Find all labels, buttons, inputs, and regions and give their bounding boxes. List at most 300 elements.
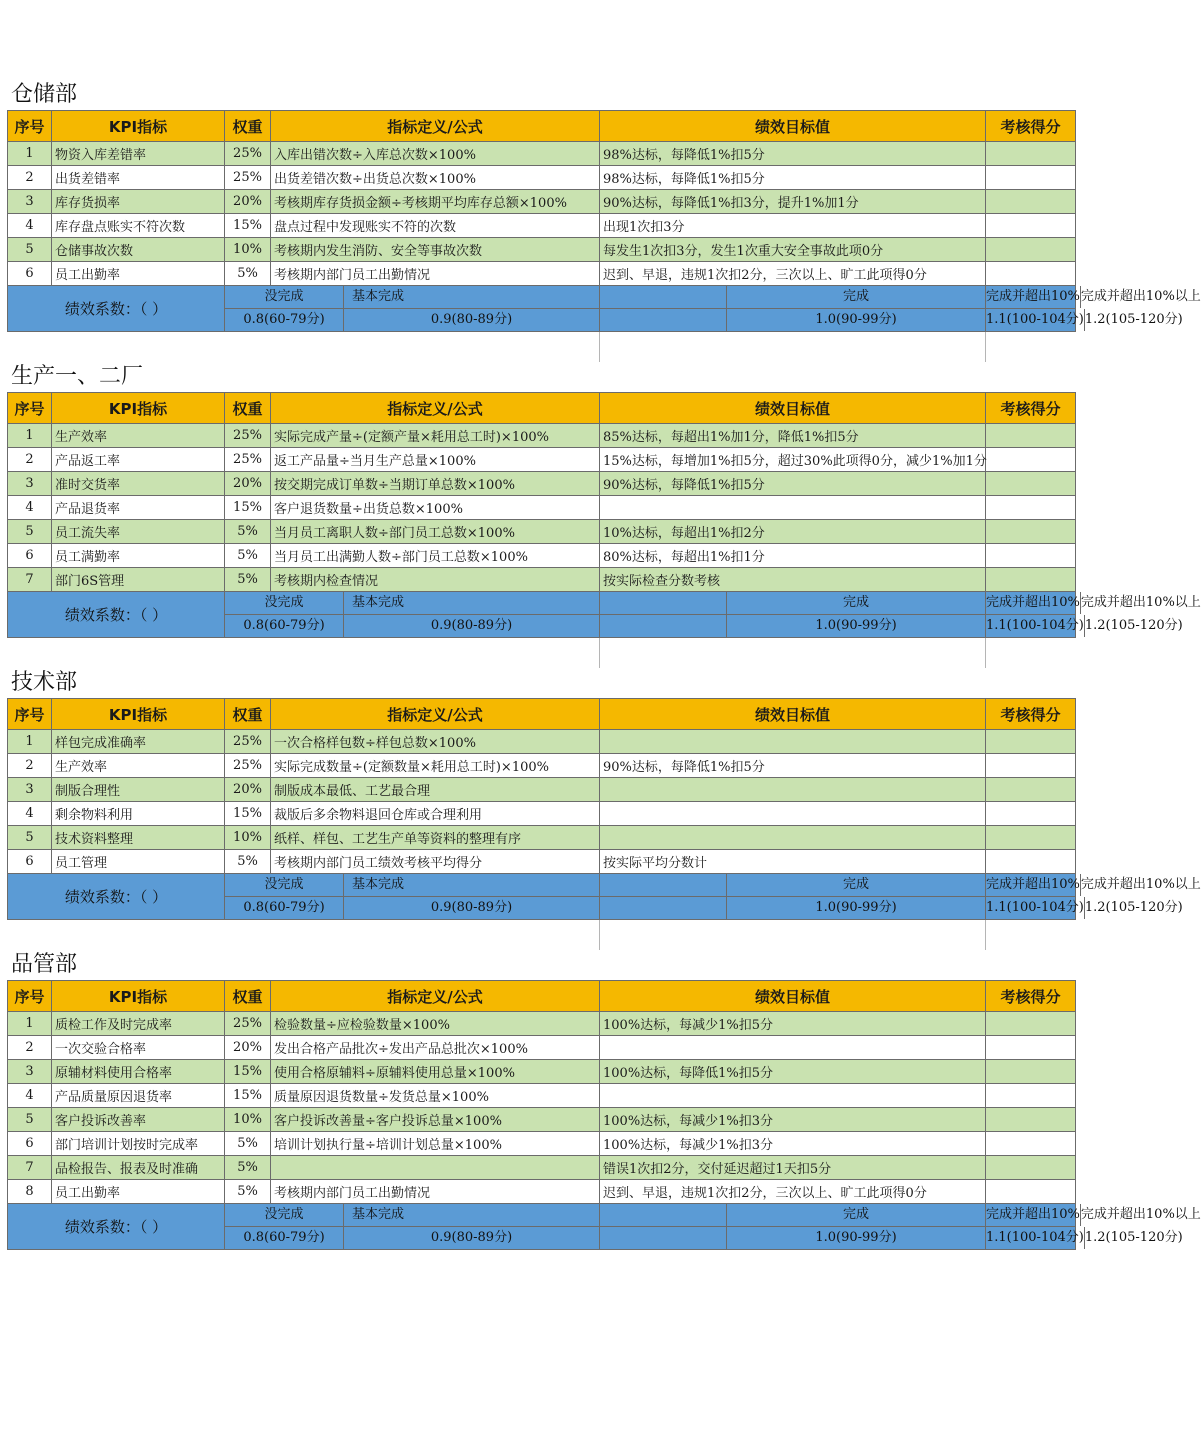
header-target: 绩效目标值 <box>600 393 986 424</box>
level-value: 0.8(60-79分) <box>225 897 344 919</box>
cell-weight: 5% <box>225 568 271 592</box>
coefficient-values-a <box>225 1227 600 1250</box>
level-name: 完成 <box>842 595 869 610</box>
cell-kpi: 客户投诉改善率 <box>52 1108 225 1132</box>
cell-no: 4 <box>8 214 52 238</box>
department-title: 生产一、二厂 <box>11 364 144 389</box>
coefficient-values-b <box>600 1227 986 1250</box>
cell-score <box>986 238 1076 262</box>
table-row <box>8 568 1076 592</box>
cell-kpi: 员工出勤率 <box>52 1180 225 1204</box>
cell-no: 3 <box>8 778 52 802</box>
coefficient-level-split <box>225 592 600 615</box>
level-name: 完成并超出10%以上 <box>1080 877 1201 892</box>
cell-target: 按实际平均分数计 <box>600 850 986 874</box>
cell-target: 出现1次扣3分 <box>600 214 986 238</box>
cell-target: 错误1次扣2分，交付延迟超过1天扣5分 <box>600 1156 986 1180</box>
cell-weight: 10% <box>225 826 271 850</box>
table-header <box>8 981 1076 1012</box>
cell-kpi: 生产效率 <box>52 754 225 778</box>
kpi-document <box>7 80 1201 1250</box>
cell-kpi: 品检报告、报表及时准确 <box>52 1156 225 1180</box>
table-row <box>8 544 1076 568</box>
level-name: 基本完成 <box>352 289 405 304</box>
cell-weight: 25% <box>225 166 271 190</box>
cell-score <box>986 1156 1076 1180</box>
cell-definition: 一次合格样包数÷样包总数×100% <box>271 730 600 754</box>
table-header <box>8 111 1076 142</box>
cell-definition: 客户投诉改善量÷客户投诉总量×100% <box>271 1108 600 1132</box>
cell-definition: 考核期内部门员工绩效考核平均得分 <box>271 850 600 874</box>
cell-target <box>600 778 986 802</box>
level-name: 没完成 <box>225 286 344 308</box>
cell-definition: 考核期内检查情况 <box>271 568 600 592</box>
header-target: 绩效目标值 <box>600 111 986 142</box>
department-section <box>7 362 1201 668</box>
cell-kpi: 员工管理 <box>52 850 225 874</box>
table-row <box>8 190 1076 214</box>
cell-kpi: 产品退货率 <box>52 496 225 520</box>
cell-target: 80%达标，每超出1%扣1分 <box>600 544 986 568</box>
cell-kpi: 物资入库差错率 <box>52 142 225 166</box>
cell-score <box>986 568 1076 592</box>
cell-definition: 客户退货数量÷出货总数×100% <box>271 496 600 520</box>
cell-weight: 15% <box>225 214 271 238</box>
cell-target: 90%达标，每降低1%扣3分，提升1%加1分 <box>600 190 986 214</box>
cell-definition: 质量原因退货数量÷发货总量×100% <box>271 1084 600 1108</box>
cell-no: 2 <box>8 448 52 472</box>
cell-score <box>986 1036 1076 1060</box>
cell-definition: 发出合格产品批次÷发出产品总批次×100% <box>271 1036 600 1060</box>
level-value: 1.0(90-99分) <box>815 312 897 327</box>
cell-no: 5 <box>8 1108 52 1132</box>
cell-score <box>986 802 1076 826</box>
cell-kpi: 出货差错率 <box>52 166 225 190</box>
cell-target: 按实际检查分数考核 <box>600 568 986 592</box>
cell-target: 85%达标，每超出1%加1分，降低1%扣5分 <box>600 424 986 448</box>
cell-kpi: 部门6S管理 <box>52 568 225 592</box>
level-name: 没完成 <box>225 1204 344 1226</box>
coefficient-values-b <box>600 309 986 332</box>
cell-score <box>986 448 1076 472</box>
coefficient-label: 绩效系数：（ ） <box>8 286 225 332</box>
table-row <box>8 238 1076 262</box>
cell-target: 90%达标，每降低1%扣5分 <box>600 472 986 496</box>
cell-definition: 考核期内部门员工出勤情况 <box>271 1180 600 1204</box>
table-row <box>8 448 1076 472</box>
header-kpi: KPI指标 <box>52 111 225 142</box>
cell-weight: 5% <box>225 1132 271 1156</box>
cell-no: 6 <box>8 850 52 874</box>
coefficient-values-c <box>986 1227 1183 1250</box>
coefficient-row <box>8 286 1076 309</box>
cell-no: 5 <box>8 520 52 544</box>
level-name: 完成并超出10% <box>986 874 1081 896</box>
cell-kpi: 员工满勤率 <box>52 544 225 568</box>
header-no: 序号 <box>8 981 52 1012</box>
cell-no: 2 <box>8 166 52 190</box>
department-title: 品管部 <box>11 952 78 977</box>
table-row <box>8 472 1076 496</box>
level-name: 完成并超出10%以上 <box>1080 289 1201 304</box>
department-section <box>7 668 1201 950</box>
level-value: 1.1(100-104分) <box>986 1227 1085 1249</box>
cell-weight: 20% <box>225 1036 271 1060</box>
level-value: 1.2(105-120分) <box>1084 312 1183 327</box>
header-no: 序号 <box>8 111 52 142</box>
coefficient-values-c <box>986 897 1183 920</box>
cell-score <box>986 850 1076 874</box>
cell-kpi: 部门培训计划按时完成率 <box>52 1132 225 1156</box>
table-row <box>8 730 1076 754</box>
cell-definition: 出货差错次数÷出货总次数×100% <box>271 166 600 190</box>
cell-weight: 25% <box>225 424 271 448</box>
header-kpi: KPI指标 <box>52 981 225 1012</box>
cell-score <box>986 214 1076 238</box>
cell-no: 3 <box>8 472 52 496</box>
cell-target: 100%达标，每降低1%扣5分 <box>600 1060 986 1084</box>
cell-weight: 15% <box>225 496 271 520</box>
level-value: 0.9(80-89分) <box>430 312 513 327</box>
coefficient-values-c <box>986 615 1183 638</box>
cell-score <box>986 262 1076 286</box>
cell-no: 4 <box>8 496 52 520</box>
cell-no: 6 <box>8 544 52 568</box>
cell-target: 100%达标，每减少1%扣5分 <box>600 1012 986 1036</box>
coefficient-label: 绩效系数：（ ） <box>8 874 225 920</box>
table-row <box>8 754 1076 778</box>
coefficient-values-c <box>986 309 1183 332</box>
table-row <box>8 496 1076 520</box>
coefficient-level-exceed <box>986 874 1201 897</box>
cell-no: 7 <box>8 1156 52 1180</box>
cell-definition: 实际完成数量÷(定额数量×耗用总工时)×100% <box>271 754 600 778</box>
cell-score <box>986 520 1076 544</box>
coefficient-level-split <box>225 874 600 897</box>
header-weight: 权重 <box>225 111 271 142</box>
coefficient-level-split <box>225 286 600 309</box>
level-value: 0.9(80-89分) <box>430 1230 513 1245</box>
cell-target: 98%达标，每降低1%扣5分 <box>600 166 986 190</box>
coefficient-values-a <box>225 897 600 920</box>
coefficient-values-b <box>600 897 986 920</box>
header-score: 考核得分 <box>986 111 1076 142</box>
coefficient-row <box>8 1204 1076 1227</box>
cell-target: 每发生1次扣3分，发生1次重大安全事故此项0分 <box>600 238 986 262</box>
cell-kpi: 样包完成准确率 <box>52 730 225 754</box>
cell-weight: 5% <box>225 1156 271 1180</box>
department-section <box>7 950 1201 1250</box>
cell-score <box>986 424 1076 448</box>
cell-score <box>986 1012 1076 1036</box>
cell-definition: 检验数量÷应检验数量×100% <box>271 1012 600 1036</box>
cell-weight: 15% <box>225 802 271 826</box>
header-definition: 指标定义/公式 <box>271 111 600 142</box>
cell-weight: 20% <box>225 190 271 214</box>
table-row <box>8 802 1076 826</box>
table-header <box>8 393 1076 424</box>
level-value: 1.0(90-99分) <box>815 900 897 915</box>
cell-definition: 考核期内部门员工出勤情况 <box>271 262 600 286</box>
coefficient-level-complete <box>600 592 986 615</box>
cell-score <box>986 190 1076 214</box>
level-value: 1.2(105-120分) <box>1084 618 1183 633</box>
kpi-table <box>7 110 1201 362</box>
cell-target: 100%达标，每减少1%扣3分 <box>600 1132 986 1156</box>
level-name: 基本完成 <box>352 1207 405 1222</box>
coefficient-level-exceed <box>986 592 1201 615</box>
level-name: 基本完成 <box>352 595 405 610</box>
table-row <box>8 850 1076 874</box>
cell-target: 90%达标，每降低1%扣5分 <box>600 754 986 778</box>
cell-kpi: 质检工作及时完成率 <box>52 1012 225 1036</box>
table-row <box>8 1084 1076 1108</box>
cell-no: 1 <box>8 730 52 754</box>
level-name <box>600 874 727 896</box>
header-score: 考核得分 <box>986 981 1076 1012</box>
cell-score <box>986 544 1076 568</box>
cell-no: 4 <box>8 1084 52 1108</box>
level-value: 1.1(100-104分) <box>986 309 1085 331</box>
cell-target <box>600 730 986 754</box>
coefficient-level-split <box>225 1204 600 1227</box>
level-name: 完成并超出10% <box>986 286 1081 308</box>
cell-score <box>986 1180 1076 1204</box>
coefficient-label: 绩效系数：（ ） <box>8 592 225 638</box>
cell-definition: 考核期库存货损金额÷考核期平均库存总额×100% <box>271 190 600 214</box>
level-value: 1.1(100-104分) <box>986 897 1085 919</box>
header-definition: 指标定义/公式 <box>271 393 600 424</box>
cell-no: 8 <box>8 1180 52 1204</box>
header-kpi: KPI指标 <box>52 699 225 730</box>
level-value: 1.0(90-99分) <box>815 618 897 633</box>
level-value: 1.0(90-99分) <box>815 1230 897 1245</box>
table-row <box>8 778 1076 802</box>
level-name: 完成 <box>842 1207 869 1222</box>
cell-kpi: 技术资料整理 <box>52 826 225 850</box>
table-row <box>8 1036 1076 1060</box>
spacer-row <box>8 638 1076 669</box>
coefficient-level-exceed <box>986 1204 1201 1227</box>
cell-weight: 25% <box>225 448 271 472</box>
cell-definition: 盘点过程中发现账实不符的次数 <box>271 214 600 238</box>
cell-no: 6 <box>8 262 52 286</box>
header-weight: 权重 <box>225 981 271 1012</box>
cell-definition: 考核期内发生消防、安全等事故次数 <box>271 238 600 262</box>
coefficient-label: 绩效系数：（ ） <box>8 1204 225 1250</box>
level-name: 完成并超出10%以上 <box>1080 595 1201 610</box>
cell-score <box>986 778 1076 802</box>
header-weight: 权重 <box>225 699 271 730</box>
header-weight: 权重 <box>225 393 271 424</box>
cell-target <box>600 1084 986 1108</box>
cell-target <box>600 496 986 520</box>
cell-score <box>986 1132 1076 1156</box>
cell-no: 1 <box>8 142 52 166</box>
table-row <box>8 166 1076 190</box>
table-row <box>8 1060 1076 1084</box>
cell-score <box>986 1108 1076 1132</box>
cell-weight: 5% <box>225 262 271 286</box>
cell-target: 100%达标，每减少1%扣3分 <box>600 1108 986 1132</box>
header-no: 序号 <box>8 393 52 424</box>
level-name: 完成并超出10% <box>986 1204 1081 1226</box>
level-value: 0.8(60-79分) <box>225 309 344 331</box>
spacer-row <box>8 920 1076 951</box>
cell-target: 10%达标，每超出1%扣2分 <box>600 520 986 544</box>
cell-no: 3 <box>8 1060 52 1084</box>
cell-definition: 入库出错次数÷入库总次数×100% <box>271 142 600 166</box>
cell-target: 迟到、早退，违规1次扣2分，三次以上、旷工此项得0分 <box>600 262 986 286</box>
level-value: 0.9(80-89分) <box>430 900 513 915</box>
department-title: 仓储部 <box>11 82 78 107</box>
coefficient-values-b <box>600 615 986 638</box>
level-name: 没完成 <box>225 592 344 614</box>
cell-definition <box>271 1156 600 1180</box>
cell-no: 4 <box>8 802 52 826</box>
coefficient-row <box>8 592 1076 615</box>
cell-kpi: 一次交验合格率 <box>52 1036 225 1060</box>
cell-definition: 返工产品量÷当月生产总量×100% <box>271 448 600 472</box>
coefficient-level-complete <box>600 1204 986 1227</box>
department-section <box>7 80 1201 362</box>
table-row <box>8 424 1076 448</box>
department-title: 技术部 <box>11 670 78 695</box>
kpi-table <box>7 392 1201 668</box>
cell-weight: 25% <box>225 730 271 754</box>
cell-target <box>600 802 986 826</box>
level-value: 0.8(60-79分) <box>225 615 344 637</box>
table-header <box>8 699 1076 730</box>
cell-weight: 5% <box>225 850 271 874</box>
table-row <box>8 1156 1076 1180</box>
cell-weight: 5% <box>225 1180 271 1204</box>
cell-no: 7 <box>8 568 52 592</box>
kpi-table <box>7 698 1201 950</box>
cell-kpi: 库存盘点账实不符次数 <box>52 214 225 238</box>
cell-definition: 当月员工离职人数÷部门员工总数×100% <box>271 520 600 544</box>
cell-definition: 使用合格原辅料÷原辅料使用总量×100% <box>271 1060 600 1084</box>
cell-score <box>986 1060 1076 1084</box>
level-name: 没完成 <box>225 874 344 896</box>
spacer-row <box>8 332 1076 363</box>
cell-definition: 培训计划执行量÷培训计划总量×100% <box>271 1132 600 1156</box>
cell-definition: 纸样、样包、工艺生产单等资料的整理有序 <box>271 826 600 850</box>
table-row <box>8 142 1076 166</box>
cell-no: 6 <box>8 1132 52 1156</box>
cell-score <box>986 142 1076 166</box>
cell-definition: 按交期完成订单数÷当期订单总数×100% <box>271 472 600 496</box>
cell-target: 98%达标，每降低1%扣5分 <box>600 142 986 166</box>
cell-definition: 裁版后多余物料退回仓库或合理利用 <box>271 802 600 826</box>
table-row <box>8 1012 1076 1036</box>
cell-weight: 5% <box>225 544 271 568</box>
cell-score <box>986 730 1076 754</box>
cell-no: 5 <box>8 238 52 262</box>
header-score: 考核得分 <box>986 393 1076 424</box>
cell-kpi: 产品返工率 <box>52 448 225 472</box>
level-name: 完成并超出10%以上 <box>1080 1207 1201 1222</box>
cell-no: 3 <box>8 190 52 214</box>
cell-target: 15%达标，每增加1%扣5分，超过30%此项得0分，减少1%加1分 <box>600 448 986 472</box>
level-name: 完成 <box>842 289 869 304</box>
coefficient-level-complete <box>600 874 986 897</box>
cell-target <box>600 1036 986 1060</box>
cell-weight: 20% <box>225 778 271 802</box>
cell-weight: 20% <box>225 472 271 496</box>
table-row <box>8 1180 1076 1204</box>
header-target: 绩效目标值 <box>600 699 986 730</box>
cell-kpi: 原辅材料使用合格率 <box>52 1060 225 1084</box>
cell-kpi: 制版合理性 <box>52 778 225 802</box>
cell-kpi: 仓储事故次数 <box>52 238 225 262</box>
header-target: 绩效目标值 <box>600 981 986 1012</box>
cell-no: 1 <box>8 1012 52 1036</box>
cell-no: 1 <box>8 424 52 448</box>
cell-no: 2 <box>8 1036 52 1060</box>
cell-kpi: 员工流失率 <box>52 520 225 544</box>
table-row <box>8 1132 1076 1156</box>
level-value: 0.9(80-89分) <box>430 618 513 633</box>
level-value: 0.8(60-79分) <box>225 1227 344 1249</box>
header-kpi: KPI指标 <box>52 393 225 424</box>
table-row <box>8 520 1076 544</box>
cell-score <box>986 826 1076 850</box>
cell-kpi: 生产效率 <box>52 424 225 448</box>
cell-definition: 实际完成产量÷(定额产量×耗用总工时)×100% <box>271 424 600 448</box>
cell-weight: 10% <box>225 238 271 262</box>
cell-definition: 当月员工出满勤人数÷部门员工总数×100% <box>271 544 600 568</box>
cell-score <box>986 496 1076 520</box>
cell-score <box>986 754 1076 778</box>
level-value: 1.2(105-120分) <box>1084 900 1183 915</box>
level-name <box>600 592 727 614</box>
header-no: 序号 <box>8 699 52 730</box>
cell-target: 迟到、早退，违规1次扣2分，三次以上、旷工此项得0分 <box>600 1180 986 1204</box>
coefficient-values-a <box>225 309 600 332</box>
table-row <box>8 262 1076 286</box>
cell-definition: 制版成本最低、工艺最合理 <box>271 778 600 802</box>
cell-kpi: 员工出勤率 <box>52 262 225 286</box>
cell-weight: 25% <box>225 754 271 778</box>
header-score: 考核得分 <box>986 699 1076 730</box>
cell-weight: 15% <box>225 1084 271 1108</box>
cell-score <box>986 166 1076 190</box>
coefficient-row <box>8 874 1076 897</box>
kpi-table <box>7 980 1201 1250</box>
level-name: 基本完成 <box>352 877 405 892</box>
level-name <box>600 1204 727 1226</box>
cell-weight: 25% <box>225 1012 271 1036</box>
header-definition: 指标定义/公式 <box>271 981 600 1012</box>
cell-kpi: 库存货损率 <box>52 190 225 214</box>
coefficient-values-a <box>225 615 600 638</box>
cell-score <box>986 1084 1076 1108</box>
level-value: 1.2(105-120分) <box>1084 1230 1183 1245</box>
cell-kpi: 准时交货率 <box>52 472 225 496</box>
cell-no: 2 <box>8 754 52 778</box>
cell-kpi: 剩余物料利用 <box>52 802 225 826</box>
table-row <box>8 1108 1076 1132</box>
table-row <box>8 214 1076 238</box>
cell-score <box>986 472 1076 496</box>
level-name: 完成 <box>842 877 869 892</box>
cell-weight: 5% <box>225 520 271 544</box>
cell-weight: 10% <box>225 1108 271 1132</box>
level-value: 1.1(100-104分) <box>986 615 1085 637</box>
cell-weight: 15% <box>225 1060 271 1084</box>
coefficient-level-exceed <box>986 286 1201 309</box>
